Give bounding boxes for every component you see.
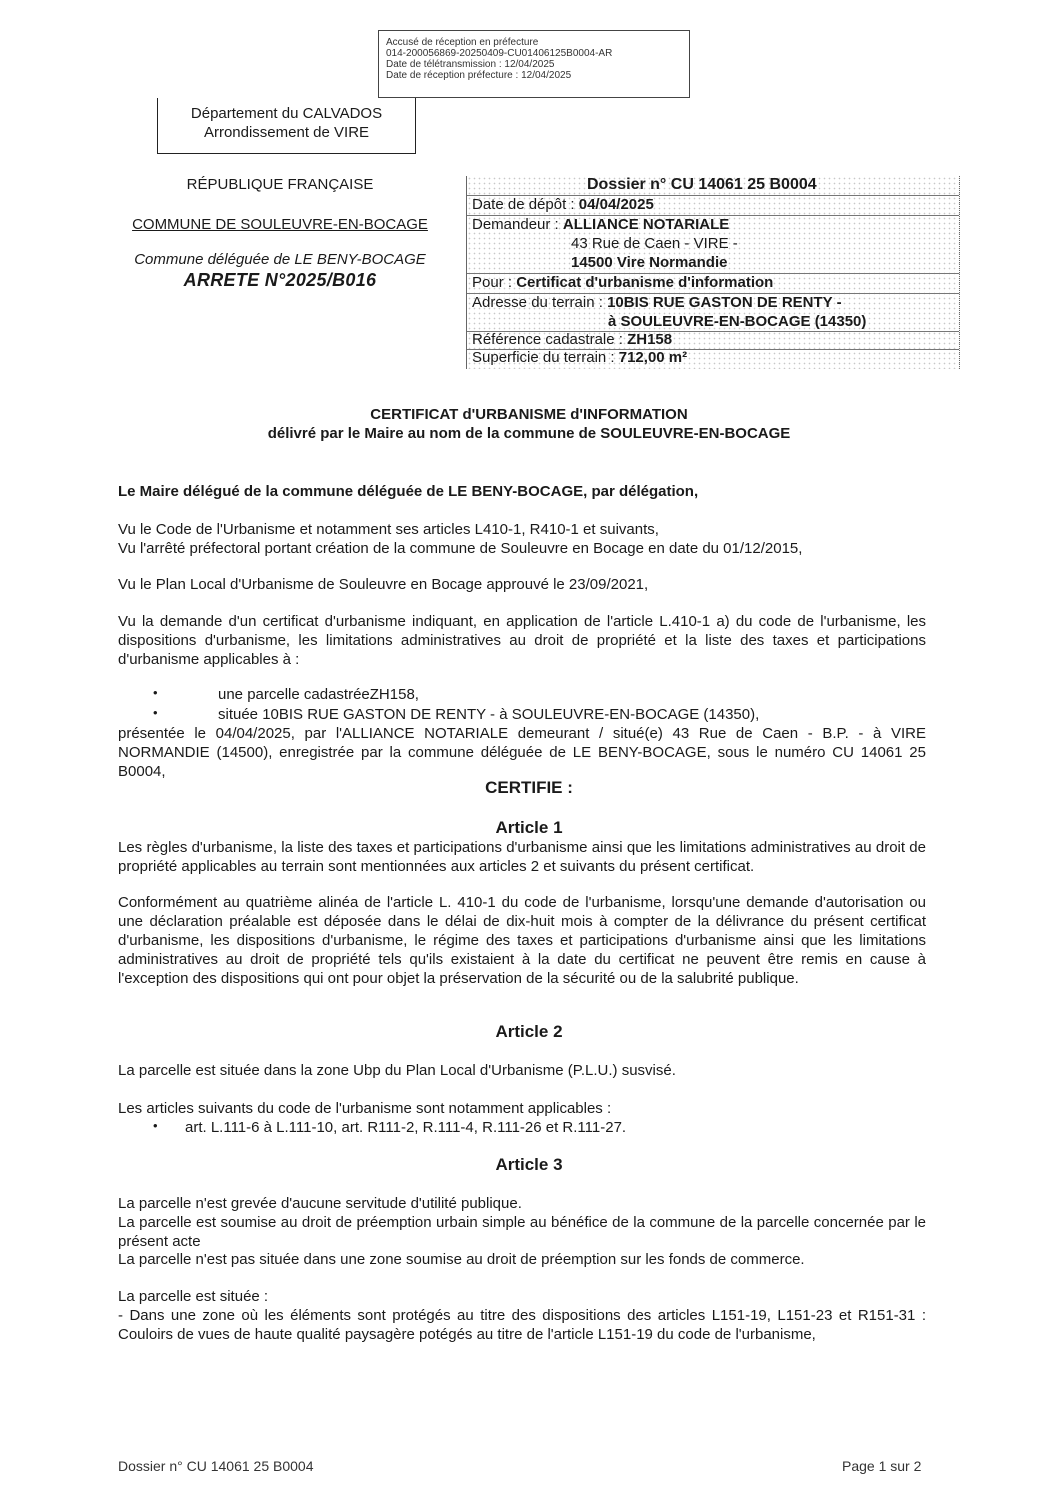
arrete-number: ARRETE N°2025/B016: [183, 270, 377, 290]
adresse-value-1: 10BIS RUE GASTON DE RENTY -: [607, 294, 842, 311]
demandeur-address-1: 43 Rue de Caen - VIRE -: [571, 235, 738, 252]
presentee-paragraph: présentée le 04/04/2025, par l'ALLIANCE NOTARIALE demeurant / situé(e) 43 Rue de Caen - B.P. - à VIRE NORMANDIE (14500), enregistrée par la commune déléguée de LE BENY-BOCAGE, sous le numéro CU 14061 25 B0004,: [118, 725, 926, 780]
reference-cadastrale: [472, 331, 672, 348]
superficie: [472, 349, 687, 366]
article-1-paragraph-1: Les règles d'urbanisme, la liste des taxes et participations d'urbanisme ainsi que les limitations administratives au droit de propriété applicables au terrain sont mentionnées aux articles 2 et suivants du présent certificat.: [118, 839, 926, 875]
visa-code-urbanisme: Vu le Code de l'Urbanisme et notamment ses articles L410-1, R410-1 et suivants,: [118, 521, 659, 538]
article-2-articles-list: art. L.111-6 à L.111-10, art. R111-2, R.111-4, R.111-26 et R.111-27.: [185, 1119, 627, 1136]
department-name: Département du CALVADOS: [190, 105, 383, 122]
dossier-title: Dossier n° CU 14061 25 B0004: [587, 176, 817, 193]
stamp-line: 014-200056869-20250409-CU01406125B0004-AR: [386, 48, 613, 59]
superficie-value: 712,00 m²: [618, 349, 688, 366]
bullet-parcelle: une parcelle cadastréeZH158,: [218, 686, 419, 703]
footer-page-number: Page 1 sur 2: [842, 1458, 922, 1474]
article-3-couloirs-vues: - Dans une zone où les éléments sont protégés au titre des dispositions des articles L151-19, L151-23 et R151-31 : Couloirs de vues de haute qualité paysagère potégés au titre de l'article L151-19 du code de l'urbanisme,: [118, 1307, 926, 1343]
reception-stamp: [378, 30, 690, 98]
article-3-title: Article 3: [495, 1155, 563, 1174]
arrondissement-name: Arrondissement de VIRE: [203, 124, 370, 141]
republique-heading: RÉPUBLIQUE FRANÇAISE: [186, 176, 374, 193]
department-box: [157, 98, 416, 154]
article-1-title: Article 1: [495, 818, 563, 837]
article-2-title: Article 2: [495, 1022, 563, 1041]
pour-value: Certificat d'urbanisme d'information: [516, 274, 774, 291]
visa-plu: Vu le Plan Local d'Urbanisme de Souleuvre en Bocage approuvé le 23/09/2021,: [118, 576, 649, 593]
adresse-label: Adresse du terrain :: [472, 294, 608, 311]
date-depot-label: Date de dépôt :: [472, 196, 579, 213]
article-3-preemption-urbain: La parcelle est soumise au droit de préemption urbain simple au bénéfice de la commune de la parcelle concernée par le présent acte: [118, 1214, 926, 1250]
certifie-heading: CERTIFIE :: [485, 778, 573, 797]
ref-value: ZH158: [627, 331, 673, 348]
article-1-paragraph-2: Conformément au quatrième alinéa de l'article L. 410-1 du code de l'urbanisme, lorsqu'une demande d'autorisation ou une déclaration préalable est déposée dans le délai de dix-huit mois à compter de la délivrance du présent certificat d'urbanisme, les dispositions d'urbanisme, le régime des taxes et participations d'urbanisme ainsi que les limitations administratives au droit de propriété tels qu'ils existaient à la date du certificat ne peuvent être remis en cause à l'exception des dispositions qui ont pour objet la préservation de la sécurité ou de la salubrité publique.: [118, 894, 926, 987]
stamp-line: Date de réception préfecture : 12/04/2025: [386, 70, 572, 81]
footer-dossier-number: Dossier n° CU 14061 25 B0004: [118, 1458, 314, 1474]
ref-label: Référence cadastrale :: [472, 331, 628, 348]
adresse-value-2: à SOULEUVRE-EN-BOCAGE (14350): [608, 313, 867, 330]
bullet: •: [153, 685, 158, 700]
bullet-situee: située 10BIS RUE GASTON DE RENTY - à SOULEUVRE-EN-BOCAGE (14350),: [218, 706, 760, 723]
certificate-subtitle: délivré par le Maire au nom de la commune de SOULEUVRE-EN-BOCAGE: [267, 425, 791, 442]
bullet: •: [153, 705, 158, 720]
stamp-line: Accusé de réception en préfecture: [386, 37, 539, 48]
dossier-info-box: [466, 176, 960, 369]
commune-deleguee: Commune déléguée de LE BENY-BOCAGE: [134, 251, 426, 268]
article-2-articles-intro: Les articles suivants du code de l'urbanisme sont notamment applicables :: [118, 1100, 612, 1117]
visa-demande: Vu la demande d'un certificat d'urbanisme indiquant, en application de l'article L.410-1 a) du code de l'urbanisme, les dispositions d'urbanisme, les limitations administratives au droit de propriété et la liste des taxes et participations d'urbanisme applicables à :: [118, 613, 926, 668]
date-depot: [472, 196, 654, 213]
adresse-terrain: [472, 294, 842, 311]
maire-statement: Le Maire délégué de la commune déléguée de LE BENY-BOCAGE, par délégation,: [118, 483, 699, 500]
article-3-situee: La parcelle est située :: [118, 1288, 269, 1305]
pour-label: Pour :: [472, 274, 517, 291]
article-3-fonds-commerce: La parcelle n'est pas située dans une zone soumise au droit de préemption sur les fonds de commerce.: [118, 1251, 805, 1268]
commune-heading: COMMUNE DE SOULEUVRE-EN-BOCAGE: [132, 216, 428, 233]
bullet: •: [153, 1118, 158, 1133]
demandeur-address-2: 14500 Vire Normandie: [571, 254, 728, 271]
article-2-zone: La parcelle est située dans la zone Ubp du Plan Local d'Urbanisme (P.L.U.) susvisé.: [118, 1062, 676, 1079]
pour: [472, 274, 773, 291]
article-3-servitude: La parcelle n'est grevée d'aucune servitude d'utilité publique.: [118, 1195, 522, 1212]
visa-arrete-prefectoral: Vu l'arrêté préfectoral portant création de la commune de Souleuvre en Bocage en date du 01/12/2015,: [118, 540, 803, 557]
date-depot-value: 04/04/2025: [578, 196, 654, 213]
certificate-title: CERTIFICAT d'URBANISME d'INFORMATION: [370, 406, 688, 423]
demandeur: [472, 216, 729, 233]
stamp-line: Date de télétransmission : 12/04/2025: [386, 59, 555, 70]
demandeur-label: Demandeur :: [472, 216, 563, 233]
demandeur-name: ALLIANCE NOTARIALE: [562, 216, 730, 233]
superficie-label: Superficie du terrain :: [472, 349, 619, 366]
